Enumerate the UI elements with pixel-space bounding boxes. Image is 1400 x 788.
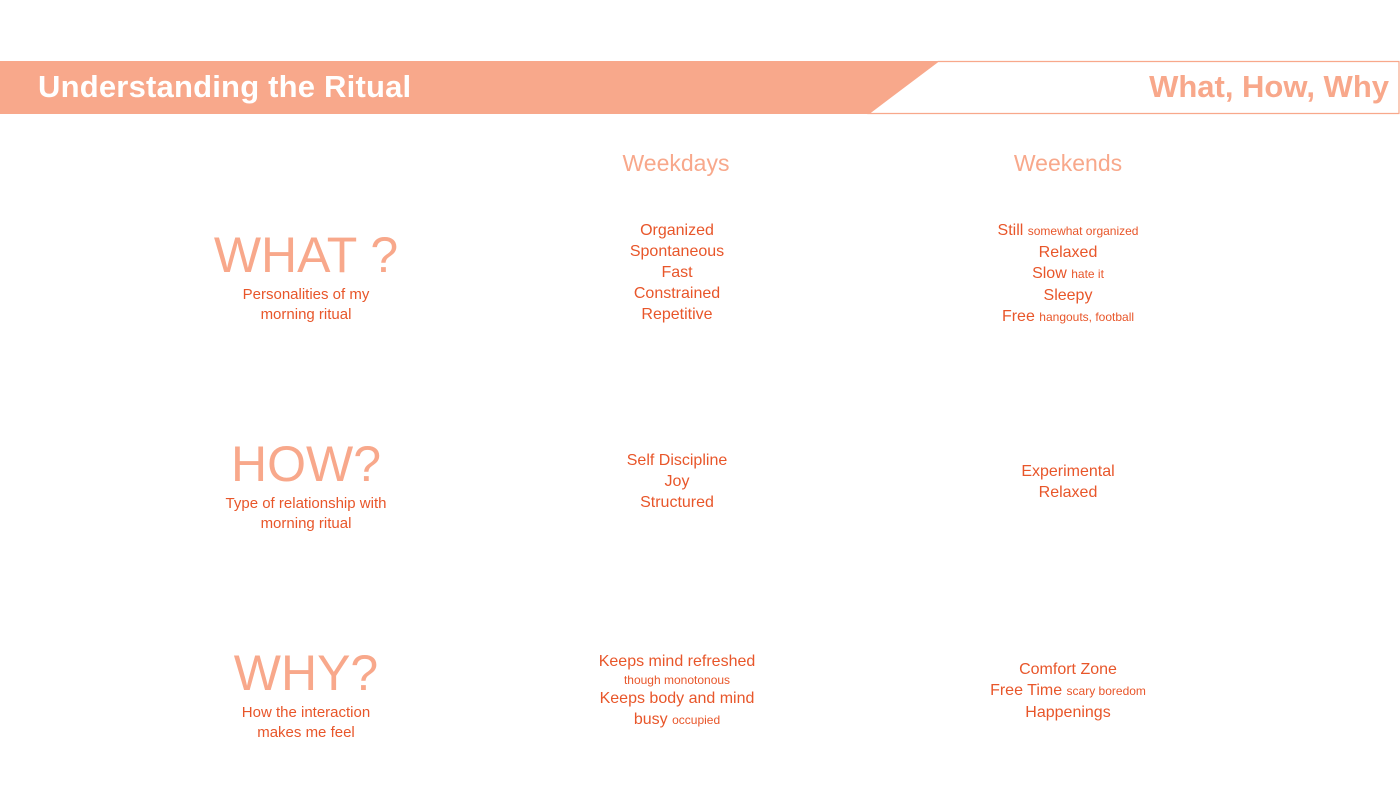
item-text: Free [1001, 308, 1035, 325]
list-item: Spontaneous [629, 243, 725, 260]
item-note: occupied [672, 713, 721, 727]
item-text: Slow [1032, 265, 1067, 282]
item-note: somewhat organized [1027, 224, 1139, 238]
page-subtitle: What, How, Why [1149, 69, 1389, 104]
row-description-how: Type of relationship with morning ritual [225, 495, 387, 532]
item-note: scary boredom [1066, 684, 1146, 698]
cell-why-weekdays [527, 651, 827, 731]
row-heading-what [156, 229, 456, 325]
list-item: Constrained [633, 285, 721, 302]
row-description-what: Personalities of my morning ritual [242, 286, 370, 323]
item-text: Relaxed [1038, 244, 1098, 261]
list-item: Repetitive [641, 306, 713, 323]
column-heading-weekends: Weekends [1013, 150, 1123, 176]
list-item [918, 242, 1218, 263]
page-title: Understanding the Ritual [38, 69, 412, 104]
list-item: Organized [640, 222, 714, 239]
list-item [918, 263, 1218, 285]
cell-how-weekdays [527, 450, 827, 513]
cell-what-weekends [918, 220, 1218, 328]
list-item: Fast [661, 264, 693, 281]
row-heading-how [156, 438, 456, 534]
list-item: Experimental [1021, 463, 1115, 480]
item-text: Free Time [990, 682, 1063, 699]
row-description-why: How the interaction makes me feel [241, 704, 371, 741]
item-text: Comfort Zone [1019, 661, 1117, 678]
cell-why-weekends [918, 659, 1218, 723]
item-text: Still [997, 222, 1024, 239]
list-item: Keeps mind refreshed [598, 653, 756, 670]
list-item [918, 285, 1218, 306]
row-heading-why [156, 647, 456, 743]
list-item [918, 659, 1218, 680]
item-text: busy [633, 711, 668, 728]
list-item: Keeps body and mind [599, 690, 755, 707]
item-note: though monotonous [623, 673, 731, 687]
list-item: Self Discipline [626, 452, 728, 469]
list-item: Relaxed [1038, 484, 1098, 501]
cell-how-weekends [918, 461, 1218, 503]
list-item [918, 306, 1218, 328]
list-item [918, 680, 1218, 702]
cell-what-weekdays [527, 220, 827, 325]
column-heading-weekdays: Weekdays [622, 150, 730, 176]
list-item [527, 709, 827, 731]
row-title-why: WHY? [233, 645, 379, 701]
row-title-how: HOW? [231, 436, 381, 492]
list-item [918, 220, 1218, 242]
item-note: hangouts, football [1039, 310, 1135, 324]
list-item: Joy [664, 473, 690, 490]
item-text: Sleepy [1043, 287, 1093, 304]
list-item: Structured [640, 494, 714, 511]
item-text: Happenings [1025, 704, 1111, 721]
list-item [918, 702, 1218, 723]
row-title-what: WHAT ? [213, 227, 399, 283]
item-note: hate it [1071, 267, 1104, 281]
